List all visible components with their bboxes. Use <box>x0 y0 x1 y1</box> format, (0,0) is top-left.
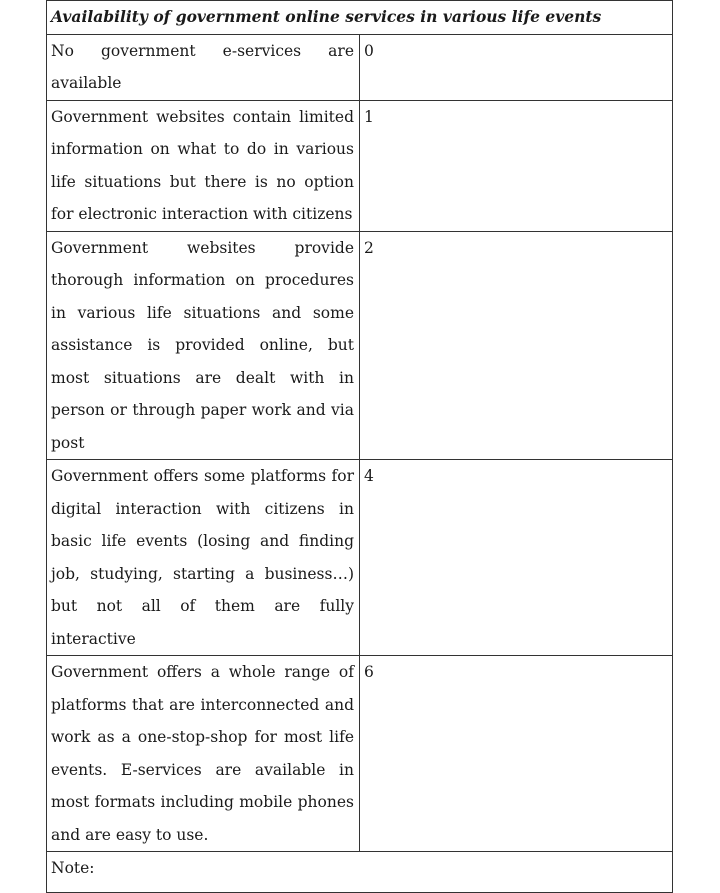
row-description: Government offers a whole range of platforms that are interconnected and work as a one-stop-shop for most life events. E-services are available in most formats including mobile phones and are easy to use. <box>47 656 360 852</box>
row-description: No government e-services are available <box>47 34 360 100</box>
table-row <box>47 100 673 231</box>
row-description: Government websites provide thorough information on procedures in various life situations and some assistance is provided online, but most situations are dealt with in person or through paper work and via post <box>47 231 360 460</box>
row-description: Government websites contain limited information on what to do in various life situations but there is no option for electronic interaction with citizens <box>47 100 360 231</box>
row-score: 6 <box>360 656 673 852</box>
table-title-row <box>47 1 673 35</box>
row-score: 4 <box>360 460 673 656</box>
table-row <box>47 34 673 100</box>
table-row <box>47 460 673 656</box>
row-score: 1 <box>360 100 673 231</box>
life-events-scoring-table <box>46 0 673 893</box>
table-row <box>47 656 673 852</box>
row-description: Government offers some platforms for digital interaction with citizens in basic life events (losing and finding job, studying, starting a business…) but not all of them are fully interactive <box>47 460 360 656</box>
note-label: Note: <box>47 852 673 893</box>
table-row <box>47 231 673 460</box>
table-title: Availability of government online services in various life events <box>47 1 673 35</box>
row-score: 0 <box>360 34 673 100</box>
note-row <box>47 852 673 893</box>
row-score: 2 <box>360 231 673 460</box>
